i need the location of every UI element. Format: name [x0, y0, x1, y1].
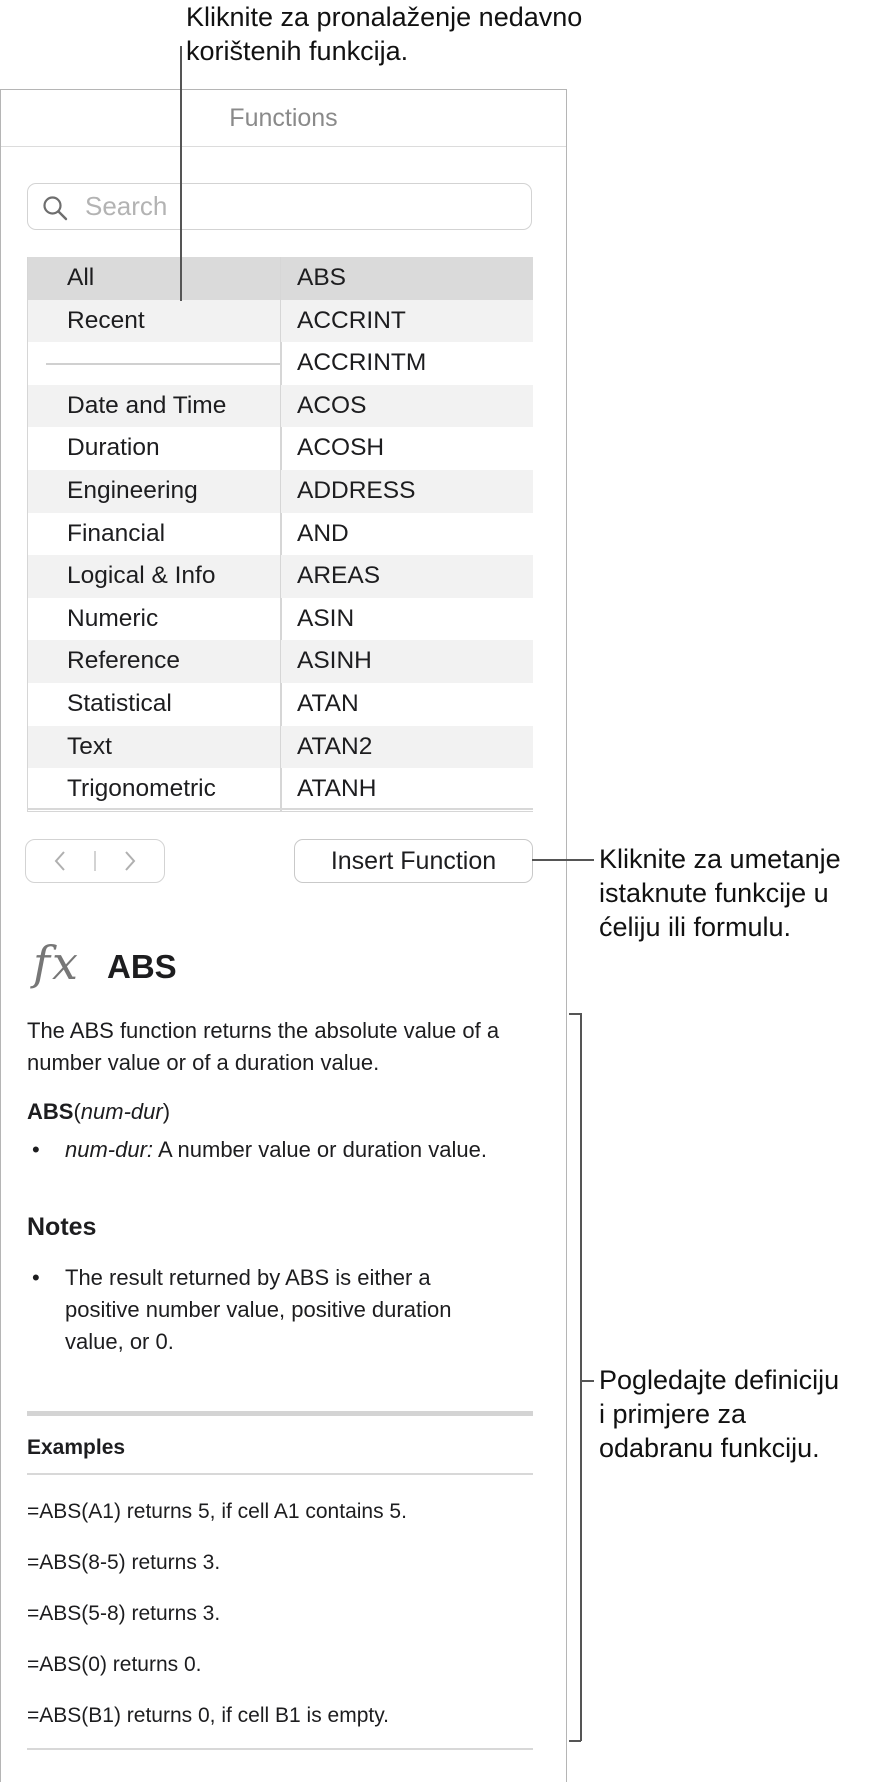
category-item[interactable]: Recent	[28, 300, 280, 343]
callout-line-definition	[580, 1380, 594, 1382]
category-item[interactable]: Statistical	[67, 689, 172, 717]
function-item[interactable]: ABS	[281, 257, 533, 300]
search-icon	[42, 195, 68, 221]
function-item[interactable]: ATAN2	[281, 726, 533, 769]
note-item: • The result returned by ABS is either a positive number value, positive duration value, or 0.	[27, 1262, 507, 1358]
callout-line-insert	[532, 859, 594, 861]
example-item: =ABS(0) returns 0.	[27, 1653, 202, 1676]
function-item[interactable]: ACCRINTM	[297, 349, 427, 377]
argument-text: A number value or duration value.	[153, 1137, 487, 1162]
argument-item	[27, 1134, 507, 1166]
forward-button[interactable]	[96, 840, 164, 881]
example-item: =ABS(5-8) returns 3.	[27, 1602, 221, 1625]
function-description: The ABS function returns the absolute value of a number value or of a duration value.	[27, 1018, 500, 1075]
category-item[interactable]: Text	[28, 726, 280, 769]
detail-divider	[27, 808, 533, 810]
function-item[interactable]: ACOSH	[297, 434, 385, 462]
examples-rule	[27, 1411, 533, 1416]
category-item[interactable]: Reference	[28, 640, 280, 683]
panel-title: Functions	[1, 90, 566, 147]
function-item[interactable]: AREAS	[281, 555, 533, 598]
function-item[interactable]: ADDRESS	[281, 470, 533, 513]
search-field[interactable]	[27, 183, 532, 230]
example-item: =ABS(8-5) returns 3.	[27, 1551, 221, 1574]
callout-definition: Pogledajte definiciju i primjere za odabranu funkciju.	[599, 1365, 840, 1463]
function-item[interactable]: ATAN	[297, 689, 359, 717]
function-item[interactable]: ASIN	[297, 604, 355, 632]
bottom-divider	[27, 1748, 533, 1750]
function-syntax	[27, 1096, 170, 1128]
bracket-vertical	[580, 1013, 582, 1741]
notes-heading: Notes	[27, 1213, 97, 1241]
category-separator	[28, 342, 280, 385]
syntax-name: ABS	[27, 1099, 74, 1124]
history-nav	[25, 839, 165, 883]
callout-recent: Kliknite za pronalaženje nedavno korištenih funkcija.	[186, 2, 583, 66]
chevron-right-icon	[123, 849, 137, 873]
callout-insert-function: Kliknite za umetanje istaknute funkcije u ćeliju ili formulu.	[599, 844, 841, 942]
function-item[interactable]: AND	[297, 519, 349, 547]
category-item[interactable]: All	[28, 257, 280, 300]
argument-name: num-dur:	[65, 1137, 154, 1162]
function-item[interactable]: ACOS	[281, 385, 533, 428]
example-item: =ABS(B1) returns 0, if cell B1 is empty.	[27, 1704, 389, 1727]
function-list	[281, 257, 533, 811]
category-item[interactable]: Financial	[67, 519, 166, 547]
category-item[interactable]: Numeric	[67, 604, 159, 632]
category-item[interactable]: Engineering	[28, 470, 280, 513]
category-item[interactable]: Trigonometric	[67, 775, 216, 803]
back-button[interactable]	[26, 840, 94, 881]
function-browser	[27, 257, 533, 812]
examples-divider	[27, 1473, 533, 1475]
syntax-open-paren: (	[73, 1099, 81, 1124]
function-item[interactable]: ACCRINT	[281, 300, 533, 343]
example-item: =ABS(A1) returns 5, if cell A1 contains 5.	[27, 1500, 407, 1523]
category-list	[28, 257, 280, 811]
functions-panel	[0, 89, 567, 1782]
syntax-args: num-dur	[80, 1099, 163, 1124]
search-input[interactable]	[85, 184, 515, 229]
category-item[interactable]: Date and Time	[28, 385, 280, 428]
category-item[interactable]: Logical & Info	[28, 555, 280, 598]
syntax-close-paren: )	[162, 1099, 171, 1124]
callout-line-recent	[180, 46, 182, 301]
fx-icon: fx	[33, 936, 80, 990]
function-item[interactable]: ATANH	[297, 775, 377, 803]
category-item[interactable]: Duration	[67, 434, 160, 462]
insert-function-button[interactable]: Insert Function	[294, 839, 533, 883]
examples-heading: Examples	[27, 1436, 126, 1459]
chevron-left-icon	[53, 849, 67, 873]
bracket-bottom	[569, 1740, 581, 1742]
function-name: ABS	[107, 948, 177, 985]
function-item[interactable]: ASINH	[281, 640, 533, 683]
